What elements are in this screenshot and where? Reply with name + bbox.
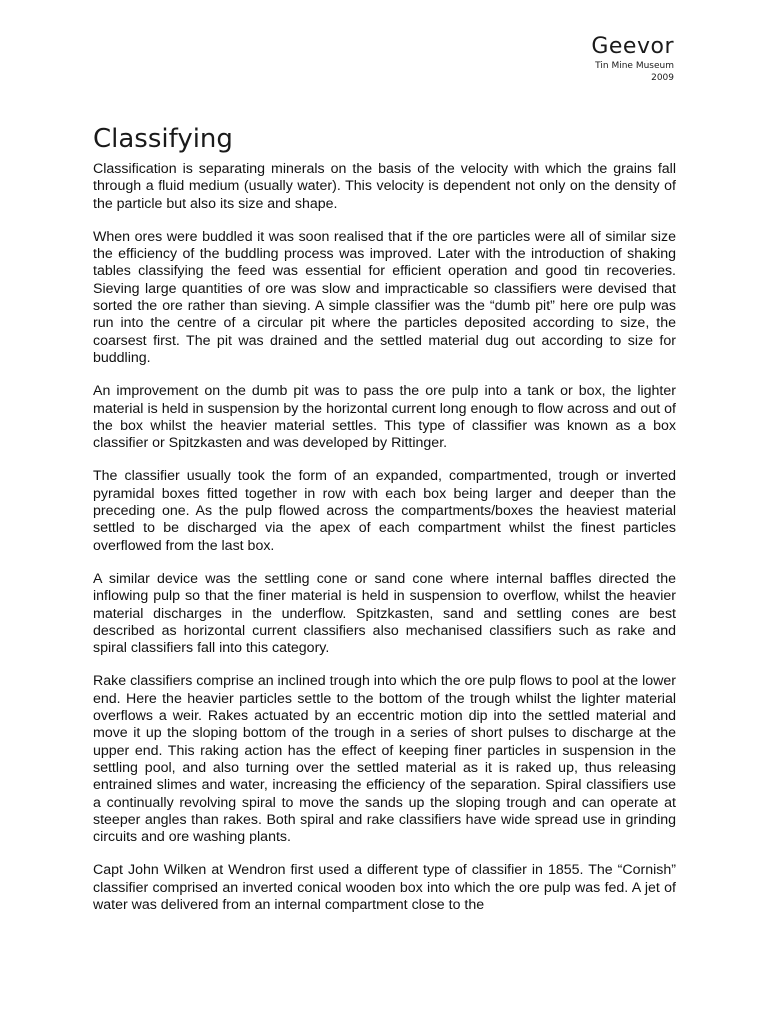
brand-name: Geevor <box>591 34 674 59</box>
paragraph: When ores were buddled it was soon realised that if the ore particles were all of similar size the efficiency of the buddling process was improved. Later with the introduction of shaking tables classifying the feed was essential for efficient operation and good tin recoveries. Sieving large quantities of ore was slow and impracticable so classifiers were devised that sorted the ore rather than sieving. A simple classifier was the “dumb pit” here ore pulp was run into the centre of a circular pit where the particles deposited according to size, the coarsest first. The pit was drained and the settled material dug out according to size for buddling. <box>93 228 676 366</box>
paragraph: Capt John Wilken at Wendron first used a different type of classifier in 1855. The “Cornish” classifier comprised an inverted conical wooden box into which the ore pulp was fed. A jet of water was delivered from an internal compartment close to the <box>93 862 676 913</box>
page-title: Classifying <box>93 124 233 154</box>
body-text <box>93 161 676 930</box>
paragraph: Classification is separating minerals on the basis of the velocity with which the grains fall through a fluid medium (usually water). This velocity is dependent not only on the density of the particle but also its size and shape. <box>93 161 676 212</box>
publication-year: 2009 <box>651 73 674 83</box>
paragraph: An improvement on the dumb pit was to pass the ore pulp into a tank or box, the lighter material is held in suspension by the horizontal current long enough to flow across and out of the box whilst the heavier material settles. This type of classifier was known as a box classifier or Spitzkasten and was developed by Rittinger. <box>93 383 676 452</box>
masthead <box>591 34 674 84</box>
paragraph: A similar device was the settling cone or sand cone where internal baffles directed the inflowing pulp so that the finer material is held in suspension to overflow, whilst the heavier material discharges in the underflow. Spitzkasten, sand and settling cones are best described as horizontal current classifiers also mechanised classifiers such as rake and spiral classifiers fall into this category. <box>93 570 676 657</box>
paragraph: Rake classifiers comprise an inclined trough into which the ore pulp flows to pool at the lower end. Here the heavier particles settle to the bottom of the trough whilst the lighter material overflows a weir. Rakes actuated by an eccentric motion dip into the settled material and move it up the sloping bottom of the trough in a series of short pulses to discharge at the upper end. This raking action has the effect of keeping finer particles in suspension in the settling pool, and also turning over the settled material as it is raked up, thus releasing entrained slimes and water, increasing the efficiency of the separation. Spiral classifiers use a continually revolving spiral to move the sands up the sloping trough and can operate at steeper angles than rakes. Both spiral and rake classifiers have wide spread use in grinding circuits and ore washing plants. <box>93 673 676 846</box>
paragraph: The classifier usually took the form of an expanded, compartmented, trough or inverted pyramidal boxes fitted together in row with each box being larger and deeper than the preceding one. As the pulp flowed across the compartments/boxes the heaviest material settled to be discharged via the apex of each compartment whilst the finest particles overflowed from the last box. <box>93 468 676 554</box>
brand-subtitle: Tin Mine Museum <box>595 61 674 71</box>
